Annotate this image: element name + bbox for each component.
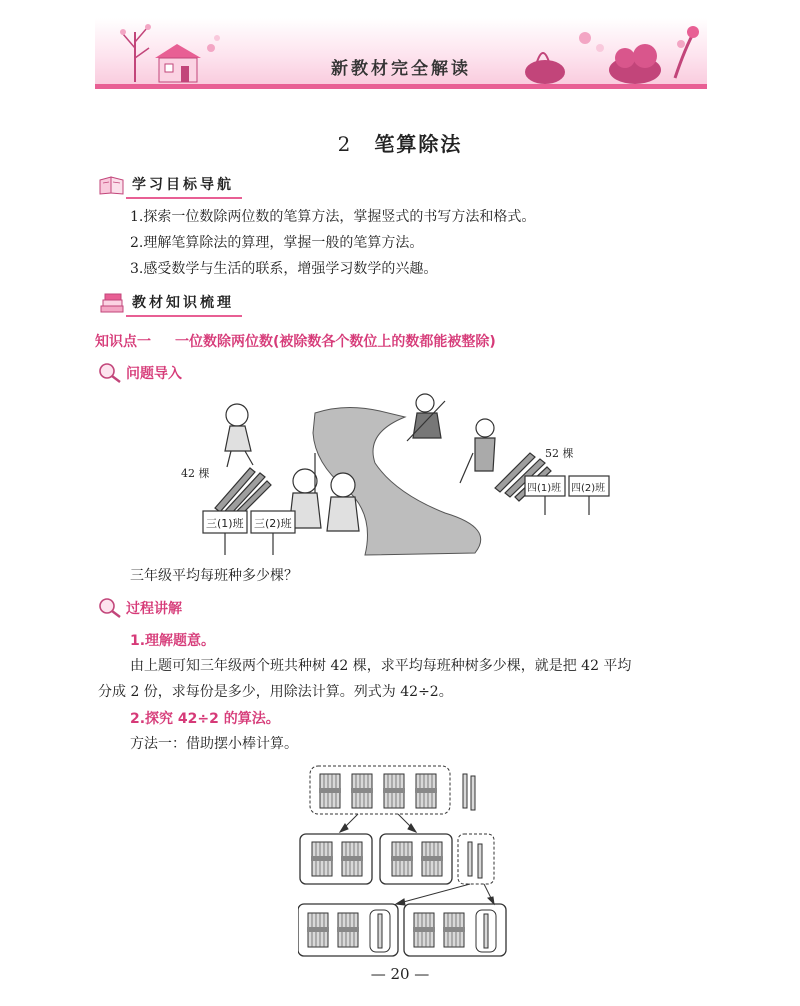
sign-label: 三(1)班 [206, 517, 244, 530]
right-count-label: 52 棵 [545, 447, 574, 460]
split-arrows [340, 814, 416, 832]
knowledge-point [95, 331, 496, 351]
process-heading [98, 596, 182, 620]
goal-item: 1.探索一位数除两位数的笔算方法，掌握竖式的书写方法和格式。 [130, 209, 536, 225]
step1-line: 由上题可知三年级两个班共种树 42 棵，求平均每班种树多少棵，就是把 42 平均 [130, 658, 632, 674]
middle-dashed-sticks-box [458, 834, 494, 884]
sign-label: 四(2)班 [571, 483, 606, 494]
stick-arrows [396, 884, 494, 905]
section-title [0, 128, 800, 157]
sticks-diagram [298, 762, 508, 967]
sign-label: 四(1)班 [527, 483, 562, 494]
sign-label: 三(2)班 [254, 517, 292, 530]
intro-question: 三年级平均每班种多少棵？ [130, 568, 298, 584]
step1-title: 1.理解题意。 [130, 633, 216, 649]
book-icon [98, 174, 126, 196]
goal-item: 2.理解笔算除法的算理，掌握一般的笔算方法。 [130, 235, 424, 251]
page-number: — 20 — [370, 965, 430, 983]
top-single-sticks [463, 774, 475, 810]
header-banner [95, 18, 707, 88]
section-number: 2 [337, 132, 353, 156]
banner-title: 新教材完全解读 [331, 59, 471, 79]
step1-line: 分成 2 份，求每份是多少，用除法计算。列式为 42÷2。 [98, 684, 453, 700]
left-count-label: 42 棵 [181, 467, 210, 480]
tree-planting-illustration [175, 393, 630, 563]
knowledge-heading-text: 教材知识梳理 [126, 290, 242, 317]
intro-heading-text: 问题导入 [126, 366, 182, 382]
step2-title: 2.探究 42÷2 的算法。 [130, 711, 280, 727]
method1-text: 方法一：借助摆小棒计算。 [130, 736, 298, 752]
process-heading-text: 过程讲解 [126, 601, 182, 617]
knowledge-point-title: 一位数除两位数(被除数各个数位上的数都能被整除) [175, 334, 496, 350]
goal-item: 3.感受数学与生活的联系，增强学习数学的兴趣。 [130, 261, 438, 277]
books-stack-icon [98, 292, 126, 314]
knowledge-heading [98, 288, 242, 318]
magnifier-icon [98, 362, 122, 384]
intro-heading [98, 361, 182, 385]
magnifier-icon [98, 597, 122, 619]
banner-stripe [95, 84, 707, 89]
section-name: 笔算除法 [374, 132, 463, 156]
knowledge-point-label: 知识点一 [95, 334, 151, 350]
goals-heading-text: 学习目标导航 [126, 172, 242, 199]
goals-heading [98, 170, 242, 200]
